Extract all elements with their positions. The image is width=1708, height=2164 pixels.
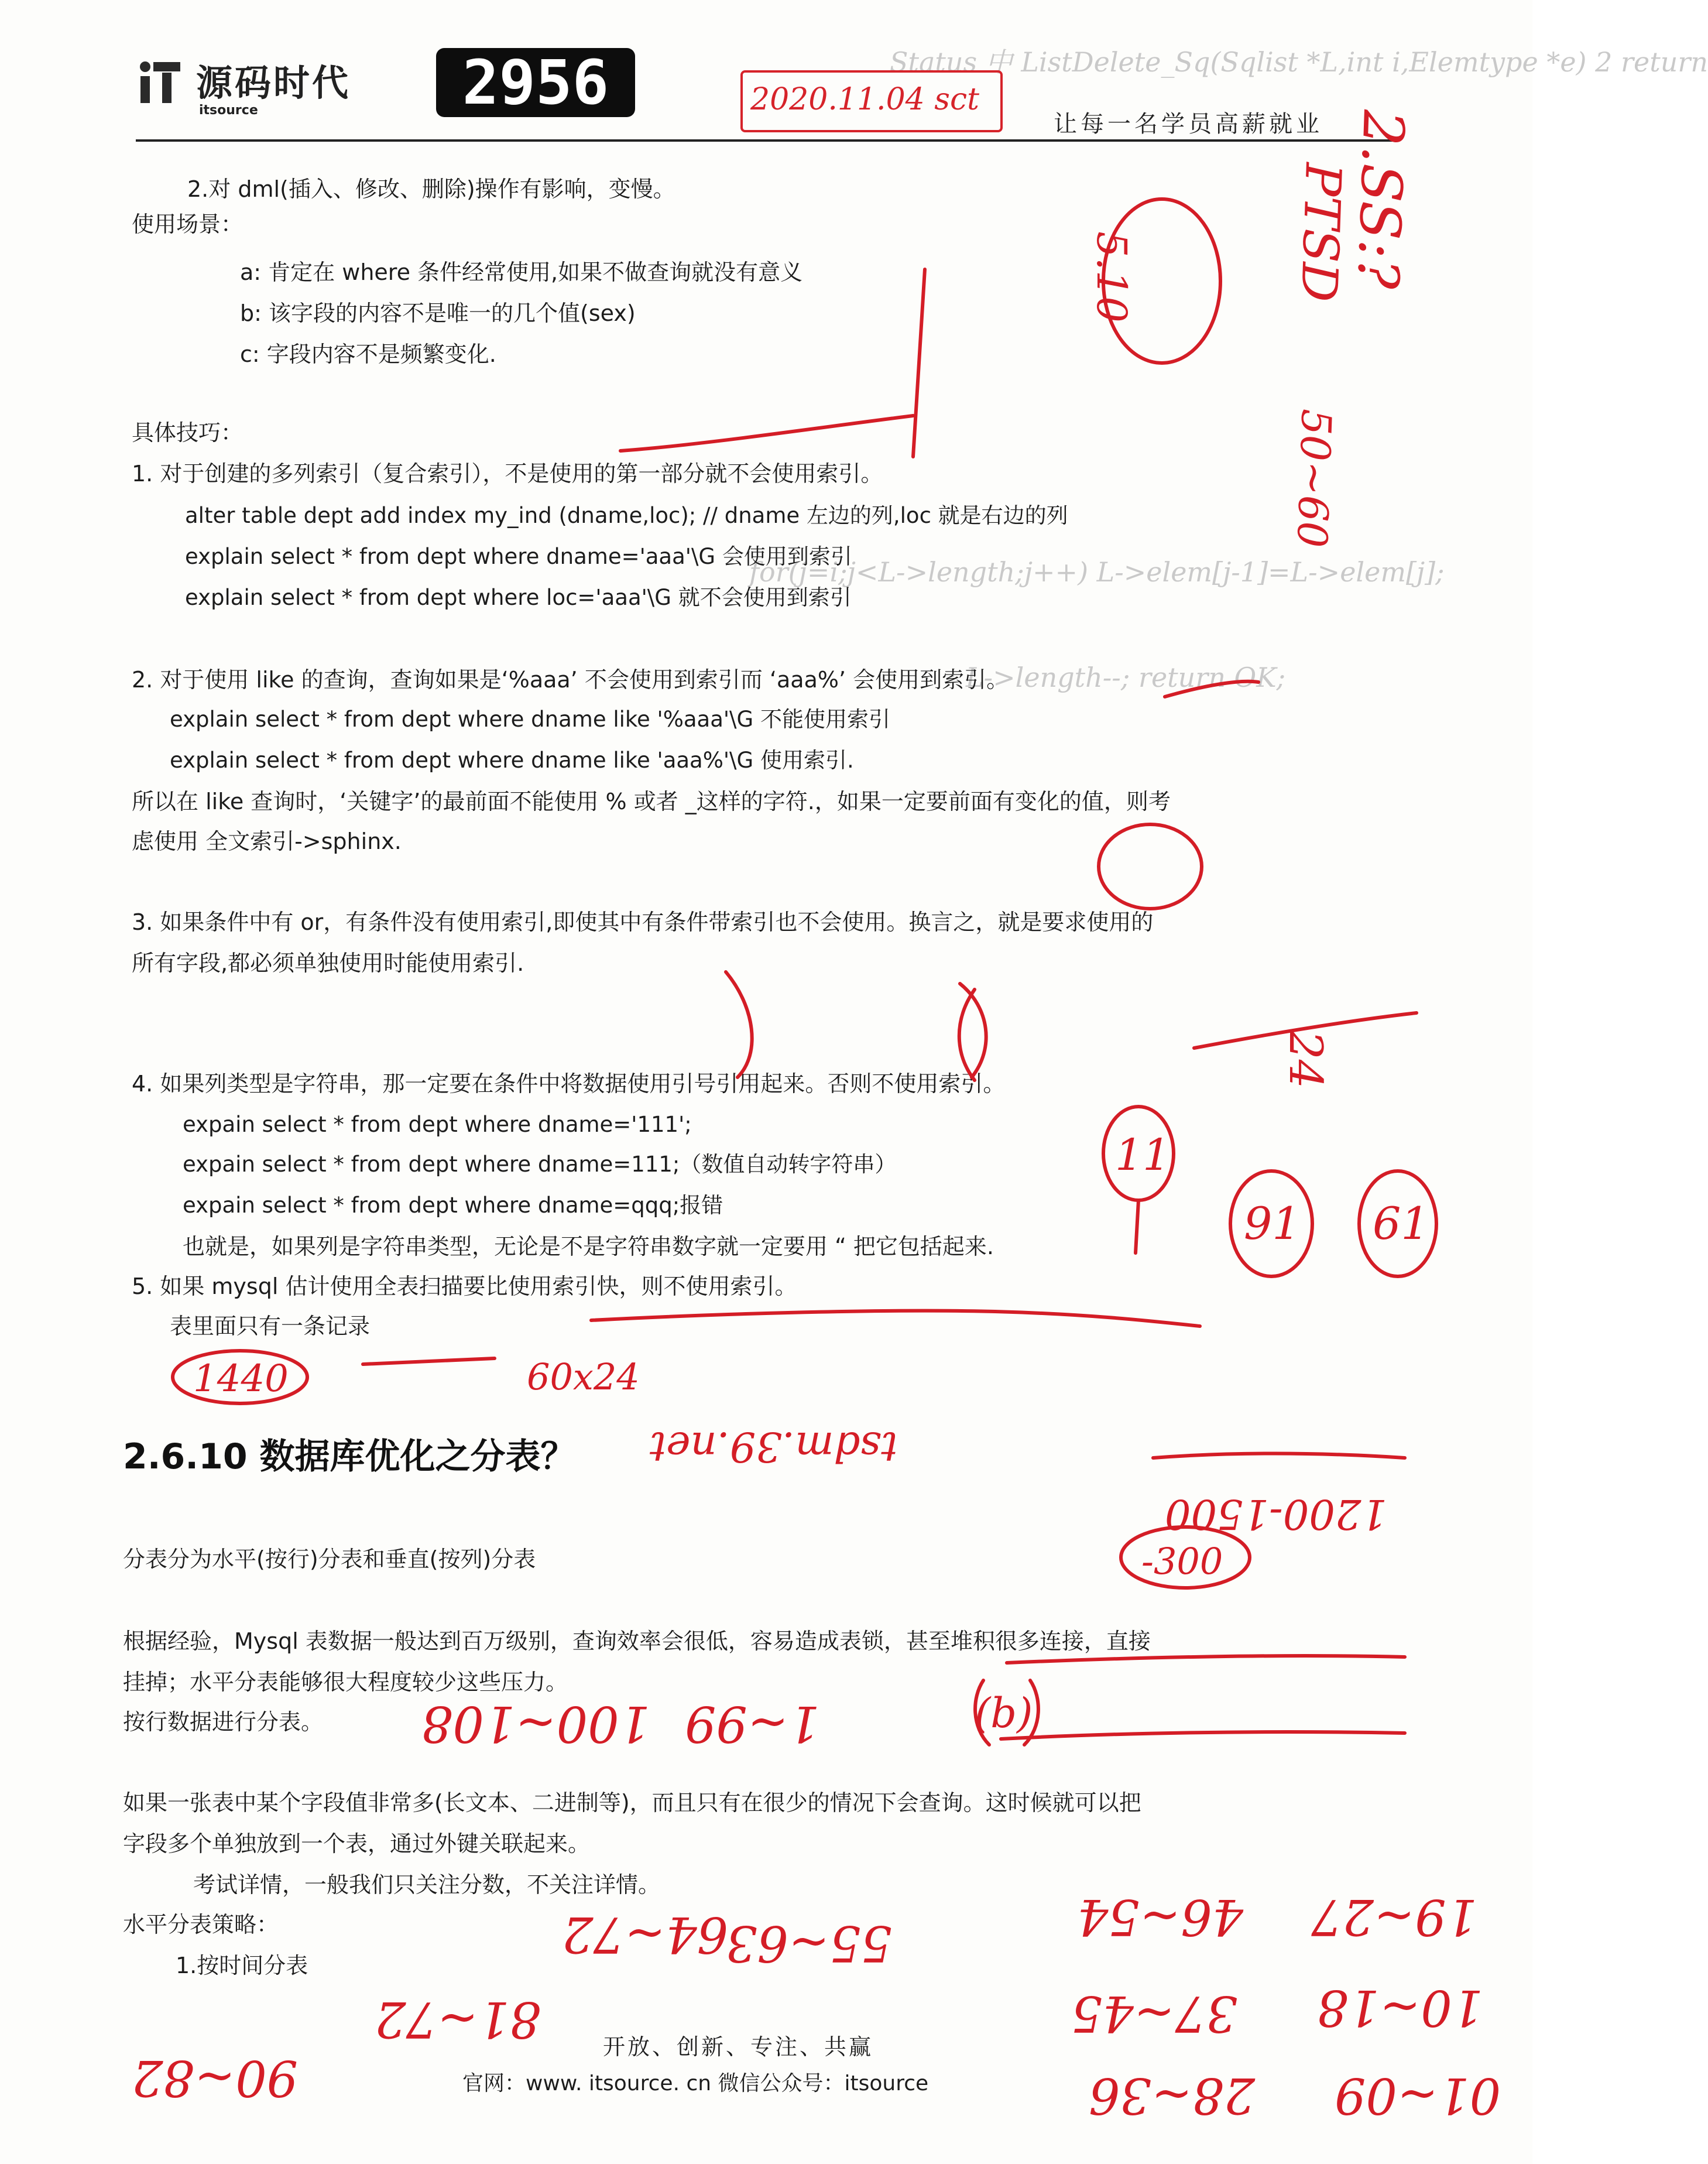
handwriting-note: 28~36 — [1089, 2067, 1256, 2124]
handwriting-stroke — [1165, 682, 1258, 697]
handwriting-note: 11 — [1115, 1130, 1171, 1180]
section-heading: 2.6.10 数据库优化之分表？ — [123, 1436, 576, 1477]
body-line: 4. 如果列类型是字符串，那一定要在条件中将数据使用引号引用起来。否则不使用索引。 — [132, 1071, 1006, 1097]
code-line: explain select * from dept where dname like 'aaa%'\G 使用索引. — [170, 748, 854, 773]
body-line: 按行数据进行分表。 — [123, 1709, 324, 1735]
body-line: 考试详情，一般我们只关注分数，不关注详情。 — [193, 1872, 661, 1898]
handwriting-stroke — [726, 972, 752, 1077]
handwriting-stroke — [363, 1358, 495, 1364]
body-line: 分表分为水平(按行)分表和垂直(按列)分表 — [123, 1546, 536, 1572]
handwriting-note: 01~09 — [1335, 2067, 1501, 2124]
handwriting-stroke — [1001, 1732, 1405, 1739]
body-line: 2. 对于使用 like 的查询，查询如果是‘%aaa’ 不会使用到索引而 ‘aaa%’ 会使用到索引。 — [132, 667, 1009, 693]
body-line: 所有字段,都必须单独使用时能使用索引. — [132, 950, 524, 976]
handwriting-circle — [1099, 824, 1202, 909]
handwriting-note: 2.SS:? — [1345, 109, 1417, 290]
body-line: 3. 如果条件中有 or，有条件没有使用索引,即使其中有条件带索引也不会使用。换言之，就是要求使用的 — [132, 909, 1154, 935]
handwriting-stroke — [1007, 1656, 1405, 1663]
handwriting-note: 46~54 — [1077, 1888, 1244, 1946]
body-line: 所以在 like 查询时，‘关键字’的最前面不能使用 % 或者 _这样的字符.，如果一定要前面有变化的值，则考 — [132, 789, 1171, 814]
handwriting-note: 91 — [1244, 1197, 1301, 1249]
handwriting-note: (b) — [975, 1689, 1033, 1737]
handwriting-note: 1~99 — [685, 1695, 820, 1752]
body-line: 2.对 dml(插入、修改、删除)操作有影响，变慢。 — [187, 176, 675, 202]
body-line: 5. 如果 mysql 估计使用全表扫描要比使用索引快，则不使用索引。 — [132, 1273, 797, 1299]
logo-brand: 源码时代 — [196, 61, 351, 104]
handwriting-note: 64~72 — [562, 1906, 729, 1963]
logo-sub: itsource — [199, 103, 258, 118]
code-line: expain select * from dept where dname='111'; — [183, 1112, 692, 1137]
section-label: 具体技巧： — [132, 420, 243, 446]
body-line: 也就是，如果列是字符串类型，无论是不是字符串数字就一定要用 “ 把它包括起来. — [183, 1234, 994, 1259]
header-slogan: 让每一名学员高薪就业 — [1054, 111, 1323, 138]
handwriting-note: 55~63 — [726, 1915, 893, 1972]
body-line: 如果一张表中某个字段值非常多(长文本、二进制等)，而且只有在很少的情况下会查询。这时候就可以把 — [123, 1790, 1141, 1816]
body-line: 表里面只有一条记录 — [170, 1313, 371, 1339]
handwriting-stroke — [591, 1311, 1200, 1326]
handwriting-note: 81~72 — [375, 1991, 541, 2048]
code-line: expain select * from dept where dname=qqq;报错 — [183, 1193, 723, 1218]
bleed-through-text: Status 中 ListDelete_Sq(Sqlist *L,int i,Elemtype *e) 2 return — [890, 46, 1708, 78]
footer-contact: 官网：www. itsource. cn 微信公众号：itsource — [462, 2071, 929, 2095]
handwriting-note: 37~45 — [1071, 1985, 1238, 2042]
handwriting-note: 24 — [1279, 1030, 1332, 1089]
handwriting-stroke — [1136, 1200, 1138, 1253]
handwriting-note: 50~60 — [1287, 408, 1340, 549]
handwriting-stroke — [913, 269, 925, 457]
handwriting-note: 100~108 — [421, 1695, 651, 1752]
bleed-through-text: L->length--; return OK; — [966, 662, 1286, 693]
handwriting-note: tsdm.39.net — [650, 1423, 898, 1471]
code-line: explain select * from dept where dname like '%aaa'\G 不能使用索引 — [170, 707, 890, 732]
body-line: 1. 对于创建的多列索引（复合索引），不是使用的第一部分就不会使用索引。 — [132, 461, 883, 487]
body-line: a: 肯定在 where 条件经常使用,如果不做查询就没有意义 — [240, 259, 803, 285]
body-line: b: 该字段的内容不是唯一的几个值(sex) — [240, 300, 636, 326]
handwriting-note: 5.10 — [1088, 231, 1136, 323]
code-line: explain select * from dept where dname='aaa'\G 会使用到索引 — [185, 544, 852, 569]
body-line: 使用场景： — [132, 211, 243, 237]
body-line: 1.按时间分表 — [176, 1953, 308, 1978]
footer-motto: 开放、创新、专注、共赢 — [603, 2034, 874, 2060]
body-line: 水平分表策略： — [123, 1912, 279, 1937]
handwriting-note: 61 — [1373, 1197, 1429, 1249]
body-line: 挂掉；水平分表能够很大程度较少这些压力。 — [123, 1669, 568, 1695]
handwriting-note: 1440 — [193, 1357, 289, 1401]
handwriting-note: 60x24 — [527, 1355, 640, 1398]
page-number-badge: 2956 — [436, 48, 635, 117]
body-line: 根据经验，Mysql 表数据一般达到百万级别，查询效率会很低，容易造成表锁，甚至堆积很多连接，直接 — [123, 1628, 1151, 1654]
date-stamp: 2020.11.04 sct — [750, 82, 979, 117]
handwriting-stroke — [1153, 1454, 1405, 1458]
handwriting-stroke — [959, 989, 975, 1080]
handwriting-note: 1200-1500 — [1165, 1490, 1387, 1538]
code-line: alter table dept add index my_ind (dname,loc); // dname 左边的列,loc 就是右边的列 — [185, 503, 1068, 528]
code-line: expain select * from dept where dname=111;（数值自动转字符串） — [183, 1152, 897, 1177]
handwriting-note: 90~82 — [132, 2049, 299, 2107]
bleed-through-text: for(j=i;j<L->length;j++) L->elem[j-1]=L->elem[j]; — [749, 556, 1445, 588]
body-line: 虑使用 全文索引->sphinx. — [132, 828, 402, 854]
body-line: c: 字段内容不是频繁变化. — [240, 341, 496, 367]
code-line: explain select * from dept where loc='aaa'\G 就不会使用到索引 — [185, 585, 852, 610]
handwriting-stroke — [620, 416, 913, 451]
handwriting-note: 10~18 — [1317, 1979, 1484, 2036]
handwriting-note: 19~27 — [1311, 1888, 1478, 1946]
handwriting-note: -300 — [1141, 1540, 1223, 1583]
handwriting-note: PTSD — [1289, 162, 1352, 303]
body-line: 字段多个单独放到一个表，通过外键关联起来。 — [123, 1831, 591, 1857]
